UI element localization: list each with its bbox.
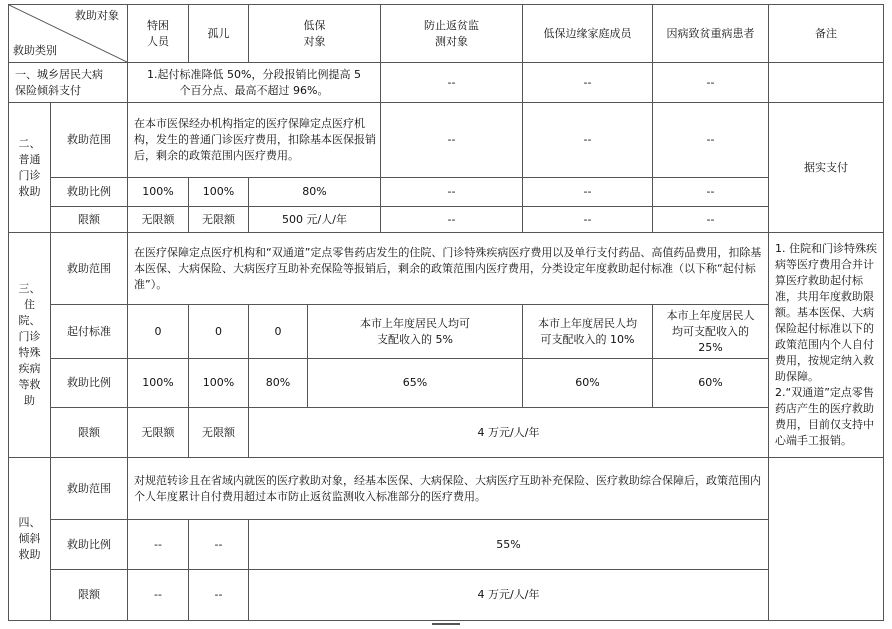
limit-value: 无限额 bbox=[128, 408, 189, 458]
section-3-title: 三、 住 院、 门诊 特殊 疾病 等救 助 bbox=[9, 233, 51, 458]
dash-cell: -- bbox=[523, 178, 653, 207]
ratio-value: -- bbox=[189, 520, 249, 570]
col-header: 防止返贫监 测对象 bbox=[381, 5, 523, 63]
limit-label: 限额 bbox=[51, 207, 128, 233]
ratio-value: 100% bbox=[128, 178, 189, 207]
start-value: 本市上年度居民人均 可支配收入的 10% bbox=[523, 305, 653, 359]
limit-value: 无限额 bbox=[189, 207, 249, 233]
section-4-title: 四、 倾斜 救助 bbox=[9, 458, 51, 621]
limit-value: 无限额 bbox=[189, 408, 249, 458]
section-3-scope-row bbox=[9, 233, 884, 305]
start-value: 0 bbox=[189, 305, 249, 359]
header-row bbox=[9, 5, 884, 63]
section-1-note bbox=[769, 63, 884, 103]
col-header: 低保 对象 bbox=[249, 5, 381, 63]
section-2-scope-row bbox=[9, 103, 884, 178]
section-4-note bbox=[769, 458, 884, 621]
limit-value: 4 万元/人/年 bbox=[249, 570, 769, 621]
section-4-scope-row bbox=[9, 458, 884, 520]
ratio-value: -- bbox=[128, 520, 189, 570]
dash-cell: -- bbox=[381, 207, 523, 233]
col-header: 备注 bbox=[769, 5, 884, 63]
section-1-row bbox=[9, 63, 884, 103]
limit-value: 4 万元/人/年 bbox=[249, 408, 769, 458]
col-header: 孤儿 bbox=[189, 5, 249, 63]
ratio-label: 救助比例 bbox=[51, 359, 128, 408]
ratio-label: 救助比例 bbox=[51, 178, 128, 207]
section-4-ratio-row bbox=[9, 520, 884, 570]
section-1-desc: 1.起付标准降低 50%，分段报销比例提高 5 个百分点、最高不超过 96%。 bbox=[128, 63, 381, 103]
corner-label-bottom: 救助类别 bbox=[13, 44, 57, 57]
ratio-value: 55% bbox=[249, 520, 769, 570]
limit-value: -- bbox=[128, 570, 189, 621]
corner-label-top: 救助对象 bbox=[75, 9, 119, 22]
start-value: 本市上年度居民人 均可支配收入的 25% bbox=[653, 305, 769, 359]
start-label: 起付标准 bbox=[51, 305, 128, 359]
section-2-title: 二、 普通 门诊 救助 bbox=[9, 103, 51, 233]
col-header: 因病致贫重病患者 bbox=[653, 5, 769, 63]
medical-assistance-table bbox=[8, 4, 884, 621]
dash-cell: -- bbox=[653, 63, 769, 103]
ratio-value: 80% bbox=[249, 178, 381, 207]
dash-cell: -- bbox=[653, 103, 769, 178]
limit-label: 限额 bbox=[51, 408, 128, 458]
section-4-limit-row bbox=[9, 570, 884, 621]
section-2-note: 据实支付 bbox=[769, 103, 884, 233]
limit-label: 限额 bbox=[51, 570, 128, 621]
ratio-value: 100% bbox=[189, 178, 249, 207]
scope-label: 救助范围 bbox=[51, 103, 128, 178]
dash-cell: -- bbox=[523, 207, 653, 233]
start-value: 0 bbox=[249, 305, 308, 359]
start-value: 本市上年度居民人均可 支配收入的 5% bbox=[308, 305, 523, 359]
dash-cell: -- bbox=[653, 207, 769, 233]
section-3-ratio-row bbox=[9, 359, 884, 408]
section-3-start-row bbox=[9, 305, 884, 359]
ratio-value: 100% bbox=[128, 359, 189, 408]
ratio-value: 65% bbox=[308, 359, 523, 408]
dash-cell: -- bbox=[381, 178, 523, 207]
limit-value: -- bbox=[189, 570, 249, 621]
ratio-value: 80% bbox=[249, 359, 308, 408]
ratio-label: 救助比例 bbox=[51, 520, 128, 570]
dash-cell: -- bbox=[523, 63, 653, 103]
col-header: 低保边缘家庭成员 bbox=[523, 5, 653, 63]
section-2-scope-text: 在本市医保经办机构指定的医疗保障定点医疗机构，发生的普通门诊医疗费用，扣除基本医保报销后，剩余的政策范围内医疗费用。 bbox=[128, 103, 381, 178]
limit-value: 500 元/人/年 bbox=[249, 207, 381, 233]
corner-cell bbox=[9, 5, 128, 63]
start-value: 0 bbox=[128, 305, 189, 359]
ratio-value: 100% bbox=[189, 359, 249, 408]
scope-label: 救助范围 bbox=[51, 233, 128, 305]
col-header: 特困 人员 bbox=[128, 5, 189, 63]
section-3-scope-text: 在医疗保障定点医疗机构和“双通道”定点零售药店发生的住院、门诊特殊疾病医疗费用以及单行支付药品、高值药品费用，扣除基本医保、大病保险、大病医疗互助补充保险等报销后，剩余的政策范围内医疗费用，分类设定年度救助起付标准（以下称“起付标准”）。 bbox=[128, 233, 769, 305]
ratio-value: 60% bbox=[523, 359, 653, 408]
page-bottom-mark bbox=[432, 623, 460, 625]
dash-cell: -- bbox=[653, 178, 769, 207]
dash-cell: -- bbox=[381, 103, 523, 178]
scope-label: 救助范围 bbox=[51, 458, 128, 520]
dash-cell: -- bbox=[523, 103, 653, 178]
section-4-scope-text: 对规范转诊且在省域内就医的医疗救助对象，经基本医保、大病保险、大病医疗互助补充保险、医疗救助综合保障后，政策范围内个人年度累计自付费用超过本市防止返贫监测收入标准部分的医疗费用。 bbox=[128, 458, 769, 520]
section-2-ratio-row bbox=[9, 178, 884, 207]
section-3-limit-row bbox=[9, 408, 884, 458]
section-3-note: 1. 住院和门诊特殊疾病等医疗费用合并计算医疗救助起付标准，共用年度救助限额。基本医保、大病保险起付标准以下的政策范围内个人自付费用，按规定纳入救助保障。 2.“双通道”定点零售药店产生的医疗救助费用，目前仅支持中心端手工报销。 bbox=[769, 233, 884, 458]
limit-value: 无限额 bbox=[128, 207, 189, 233]
ratio-value: 60% bbox=[653, 359, 769, 408]
section-1-title: 一、城乡居民大病 保险倾斜支付 bbox=[9, 63, 128, 103]
dash-cell: -- bbox=[381, 63, 523, 103]
section-2-limit-row bbox=[9, 207, 884, 233]
